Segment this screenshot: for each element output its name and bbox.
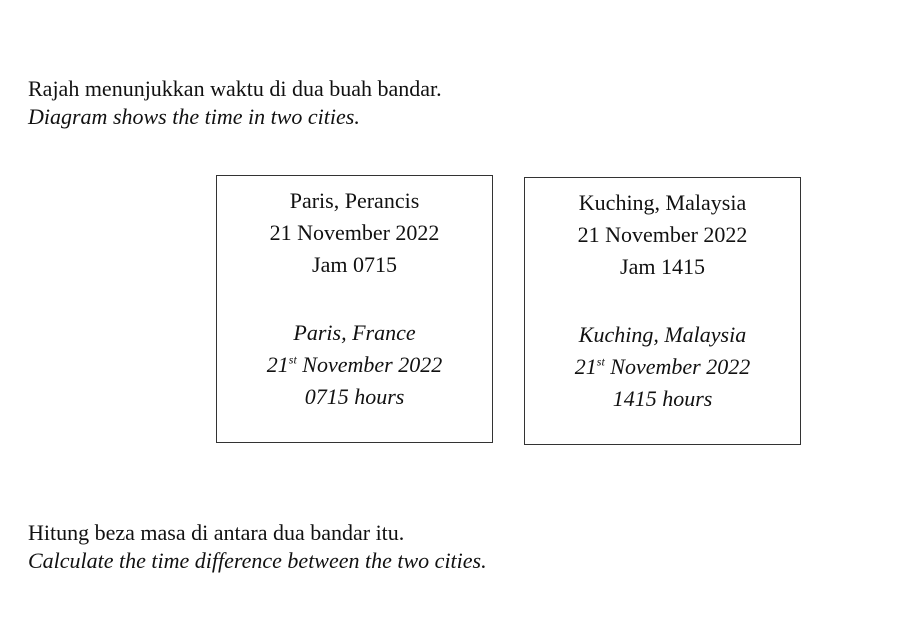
city-box-kuching: [524, 177, 801, 445]
city-time-english: 1415 hours: [612, 386, 713, 411]
city-name-english: Kuching, Malaysia: [578, 322, 747, 347]
city-time-english: 0715 hours: [304, 384, 405, 409]
intro-english-text: Diagram shows the time in two cities.: [28, 104, 360, 129]
city-time-malay: Jam 1415: [620, 254, 705, 279]
intro-malay-text: Rajah menunjukkan waktu di dua buah bandar.: [28, 76, 442, 101]
date-day-suffix: st: [596, 354, 605, 369]
date-month-year: November 2022: [610, 354, 751, 379]
city-info-malay: [525, 187, 800, 283]
city-date-malay: 21 November 2022: [577, 222, 748, 247]
city-info-malay: [217, 185, 492, 281]
city-info-english: [525, 319, 800, 415]
question-malay-text: Hitung beza masa di antara dua bandar itu.: [28, 520, 405, 545]
date-day-suffix: st: [288, 352, 297, 367]
city-box-paris: [216, 175, 493, 443]
date-day: 21: [574, 354, 597, 379]
date-month-year: November 2022: [302, 352, 443, 377]
city-date-english: [217, 349, 492, 381]
date-day: 21: [266, 352, 289, 377]
city-name-malay: Paris, Perancis: [289, 188, 420, 213]
city-name-english: Paris, France: [293, 320, 416, 345]
city-info-english: [217, 317, 492, 413]
city-time-malay: Jam 0715: [312, 252, 397, 277]
question-english-text: Calculate the time difference between the two cities.: [28, 548, 487, 573]
city-name-malay: Kuching, Malaysia: [578, 190, 747, 215]
city-date-english: [525, 351, 800, 383]
city-date-malay: 21 November 2022: [269, 220, 440, 245]
